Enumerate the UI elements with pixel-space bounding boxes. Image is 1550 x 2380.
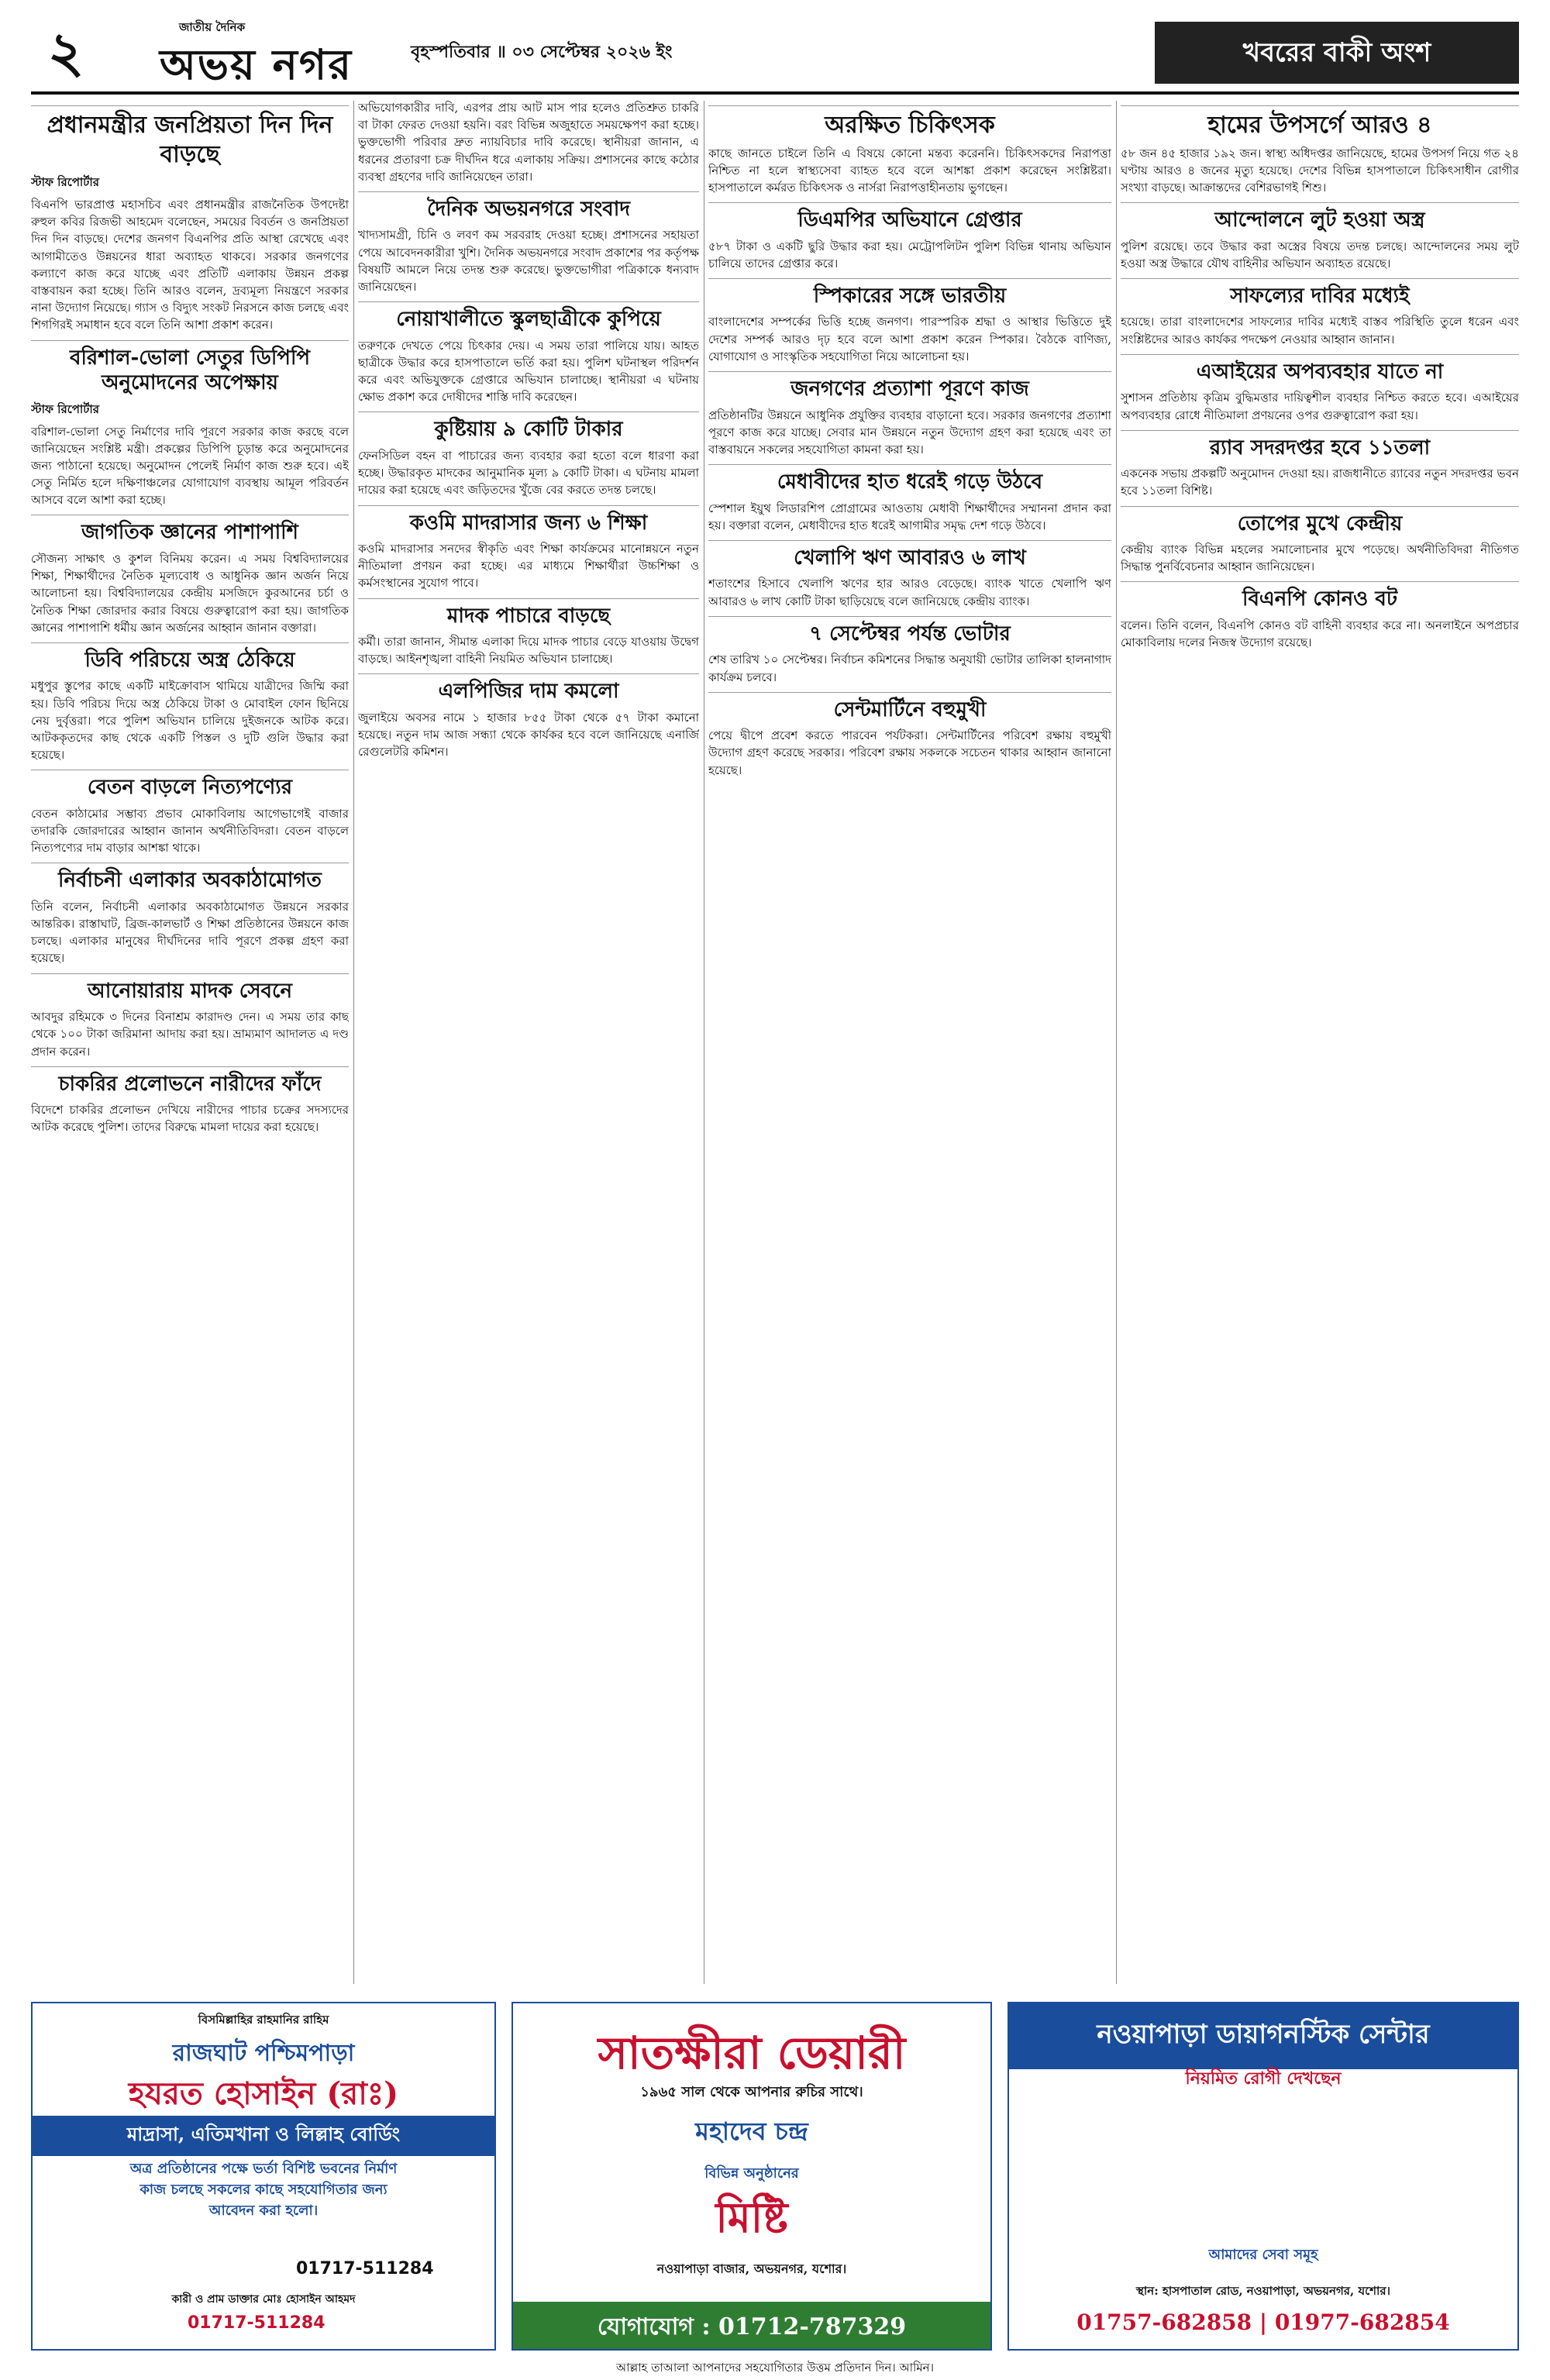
column-3 (708, 99, 1111, 1990)
column-1 (31, 99, 349, 1990)
logo-name: অভয় নগর (160, 40, 353, 89)
article-body: অভিযোগকারীর দাবি, এরপর প্রায় আট মাস পার হলেও প্রতিশ্রুত চাকরি বা টাকা ফেরত দেওয়া হয়নি। বরং বিভিন্ন অজুহাতে সময়ক্ষেপণ করা হচ্ছে। ভুক্তভোগী পরিবার দ্রুত ন্যায়বিচার দাবি করেছে। স্থানীয়রা জানান, এ ধরনের প্রতারণা চক্র দীর্ঘদিন ধরে এলাকায় সক্রিয়। প্রশাসনের কাছে কঠোর ব্যবস্থা গ্রহণের দাবি জানিয়েছেন তারা। (358, 101, 699, 184)
article-body: সৌজন্য সাক্ষাৎ ও কুশল বিনিময় করেন। এ সময় বিশ্ববিদ্যালয়ের শিক্ষা, শিক্ষার্থীদের নৈতিক মূল্যবোধ ও আধুনিক জ্ঞান অর্জন নিয়ে আলোচনা হয়। বিশ্ববিদ্যালয়ের কেন্দ্রীয় মসজিদে কুরআনের চর্চা ও নৈতিক শিক্ষা জোরদার করার বিষয়ে গুরুত্বারোপ করা হয়। জাগতিক জ্ঞানের পাশাপাশি ধর্মীয় জ্ঞান অর্জনের আহ্বান জানান বক্তারা। (31, 551, 349, 635)
headline: আন্দোলনে লুট হওয়া অস্ত্র (1121, 202, 1519, 233)
article-body: বাংলাদেশের সম্পর্কের ভিত্তি হচ্ছে জনগণ। পারস্পরিক শ্রদ্ধা ও আস্থার ভিত্তিতে দুই দেশের সম্পর্ক আরও দৃঢ় হবে বলে আশা প্রকাশ করেন স্পিকার। বৈঠকে বাণিজ্য, যোগাযোগ ও সাংস্কৃতিক সহযোগিতা নিয়ে আলোচনা হয়। (708, 315, 1111, 363)
ad-diagnostic-tag: নিয়মিত রোগী দেখছেন (1185, 2068, 1342, 2089)
ad-dairy-est: ১৯৬৫ সাল থেকে আপনার রুচির সাথে। (640, 2084, 863, 2100)
logo (105, 19, 384, 89)
article-body: খাদ্যসামগ্রী, চিনি ও লবণ কম সরবরাহ দেওয়া হচ্ছে। প্রশাসনের সহায়তা পেয়ে আবেদনকারীরা খুশি। দৈনিক অভয়নগরে সংবাদ প্রকাশের পর কর্তৃপক্ষ বিষয়টি আমলে নিয়ে তদন্ত শুরু করেছে। ভুক্তভোগীরা পত্রিকাকে ধন্যবাদ জানিয়েছেন। (358, 228, 699, 294)
headline: হামের উপসর্গে আরও ৪ (1121, 105, 1519, 140)
ad-dairy-name: সাতক্ষীরা ডেয়ারী (598, 2027, 906, 2079)
column-divider (1116, 101, 1117, 1984)
ad-madrasa-place: রাজঘাট পশ্চিমপাড়া (172, 2040, 355, 2067)
ad-madrasa-phone2: 01717-511284 (188, 2313, 326, 2333)
ad-diagnostic (1008, 2002, 1519, 2351)
ad-diagnostic-phone: 01757-682858 | 01977-682854 (1076, 2309, 1450, 2335)
headline: দৈনিক অভয়নগরে সংবাদ (358, 191, 699, 222)
headline: প্রধানমন্ত্রীর জনপ্রিয়তা দিন দিন বাড়ছে (31, 105, 349, 169)
ad-madrasa-contact: কারী ও প্রাম ডাক্তার মোঃ হোসাইন আহমদ (171, 2293, 356, 2306)
article-body: কওমি মাদরাসার সনদের স্বীকৃতি এবং শিক্ষা কার্যক্রমের মানোন্নয়নে নতুন নীতিমালা প্রণয়ন করা হচ্ছে। এর মাধ্যমে শিক্ষার্থীরা উচ্চশিক্ষা ও কর্মসংস্থানের সুযোগ পাবে। (358, 542, 699, 591)
masthead-rule (31, 91, 1519, 95)
ad-madrasa-sub: মাদ্রাসা, এতিমখানা ও লিল্লাহ বোর্ডিং (33, 2116, 494, 2156)
headline: বেতন বাড়লে নিত্যপণ্যের (31, 770, 349, 801)
byline: স্টাফ রিপোর্টার (31, 175, 100, 189)
headline: বিএনপি কোনও বট (1121, 581, 1519, 612)
headline: বরিশাল-ভোলা সেতুর ডিপিপি অনুমোদনের অপেক্ষায় (31, 340, 349, 396)
article-body: সুশাসন প্রতিষ্ঠায় কৃত্রিম বুদ্ধিমত্তার দায়িত্বশীল ব্যবহার নিশ্চিত করতে হবে। এআইয়ের অপব্যবহার রোধে নীতিমালা প্রণয়নের ওপর গুরুত্বারোপ করা হয়। (1121, 391, 1519, 422)
article-body: পুলিশ রয়েছে। তবে উদ্ধার করা অস্ত্রের বিষয়ে তদন্ত চলছে। আন্দোলনের সময় লুট হওয়া অস্ত্র উদ্ধারে যৌথ বাহিনীর অভিযান অব্যাহত রয়েছে। (1121, 239, 1519, 270)
ad-dairy (512, 2002, 992, 2351)
column-4 (1121, 99, 1519, 1990)
page-number: ২ (47, 19, 84, 84)
headline: সেন্টমার্টিনে বহুমুখী (708, 692, 1111, 723)
headline: মেধাবীদের হাত ধরেই গড়ে উঠবে (708, 464, 1111, 495)
headline: জাগতিক জ্ঞানের পাশাপাশি (31, 515, 349, 546)
headline: নোয়াখালীতে স্কুলছাত্রীকে কুপিয়ে (358, 301, 699, 332)
headline: জনগণের প্রত্যাশা পূরণে কাজ (708, 371, 1111, 402)
section-banner: খবরের বাকী অংশ (1155, 22, 1519, 84)
article-body: আবদুর রহিমকে ৩ দিনের বিনাশ্রম কারাদণ্ড দেন। এ সময় তার কাছ থেকে ১০০ টাকা জরিমানা আদায় করা হয়। ভ্রাম্যমাণ আদালত এ দণ্ড প্রদান করেন। (31, 1010, 349, 1059)
article-body: কর্মী। তারা জানান, সীমান্ত এলাকা দিয়ে মাদক পাচার বেড়ে যাওয়ায় উদ্বেগ বাড়ছে। আইনশৃঙ্খলা বাহিনী নিয়মিত অভিযান চালাচ্ছে। (358, 635, 699, 666)
ad-madrasa (31, 2002, 496, 2351)
headline: কওমি মাদরাসার জন্য ৬ শিক্ষা (358, 505, 699, 536)
article-body: তরুণকে দেখতে পেয়ে চিৎকার দেয়। এ সময় তারা পালিয়ে যায়। আহত ছাত্রীকে উদ্ধার করে হাসপাতালে ভর্তি করা হয়। পুলিশ ঘটনাস্থল পরিদর্শন করে এবং অভিযুক্তকে গ্রেপ্তারে অভিযান চালাচ্ছে। স্থানীয়রা এ ঘটনায় ক্ষোভ প্রকাশ করে দোষীদের শাস্তি দাবি করেছেন। (358, 338, 699, 405)
headline: তোপের মুখে কেন্দ্রীয় (1121, 506, 1519, 537)
headline: অরক্ষিত চিকিৎসক (708, 105, 1111, 140)
ad-diagnostic-name: নওয়াপাড়া ডায়াগনস্টিক সেন্টার (1009, 2003, 1517, 2069)
article-body: একনেক সভায় প্রকল্পটি অনুমোদন দেওয়া হয়। রাজধানীতে র‌্যাবের নতুন সদরদপ্তর ভবন হবে ১১তলা বিশিষ্ট। (1121, 467, 1519, 498)
headline: খেলাপি ঋণ আবারও ৬ লাখ (708, 540, 1111, 571)
logo-tagline: জাতীয় দৈনিক (179, 20, 246, 34)
headline: র‌্যাব সদরদপ্তর হবে ১১তলা (1121, 430, 1519, 461)
byline: স্টাফ রিপোর্টার (31, 401, 100, 416)
dateline: বৃহস্পতিবার ॥ ০৩ সেপ্টেম্বর ২০২৬ ইং (411, 42, 673, 62)
article-body: ৫৮৭ টাকা ও একটি ছুরি উদ্ধার করা হয়। মেট্রোপলিটন পুলিশ বিভিন্ন থানায় অভিযান চালিয়ে তাদের গ্রেপ্তার করে। (708, 239, 1111, 270)
ad-dairy-phone: 01712-787329 (718, 2313, 907, 2340)
headline: চাকরির প্রলোভনে নারীদের ফাঁদে (31, 1066, 349, 1097)
article-body: বেতন কাঠামোর সম্ভাব্য প্রভাব মোকাবিলায় আগেভাগেই বাজার তদারকি জোরদারের আহ্বান জানান অর্থনীতিবিদরা। বেতন বাড়লে নিত্যপণ্যের দাম বাড়ার আশঙ্কা থাকে। (31, 806, 349, 856)
ad-madrasa-phone: 01717-511284 (296, 2259, 434, 2278)
article-body: শেষ তারিখ ১০ সেপ্টেম্বর। নির্বাচন কমিশনের সিদ্ধান্ত অনুযায়ী ভোটার তালিকা হালনাগাদ কার্যক্রম চলবে। (708, 653, 1111, 684)
headline: কুষ্টিয়ায় ৯ কোটি টাকার (358, 412, 699, 443)
article-body: তিনি বলেন, নির্বাচনী এলাকার অবকাঠামোগত উন্নয়নে সরকার আন্তরিক। রাস্তাঘাট, ব্রিজ-কালভার্ট ও শিক্ষা প্রতিষ্ঠানের উন্নয়নে কাজ চলছে। এলাকার মানুষের দীর্ঘদিনের দাবি পূরণে প্রকল্প গ্রহণ করা হয়েছে। (31, 899, 349, 966)
article-body: কাছে জানতে চাইলে তিনি এ বিষয়ে কোনো মন্তব্য করেননি। চিকিৎসকদের নিরাপত্তা নিশ্চিত না হলে স্বাস্থ্যসেবা ব্যাহত হবে বলে আশঙ্কা প্রকাশ করেছেন সংশ্লিষ্টরা। হাসপাতালে কর্মরত চিকিৎসক ও নার্সরা নিরাপত্তাহীনতায় ভুগছেন। (708, 146, 1111, 195)
ad-diagnostic-services: আমাদের সেবা সমূহ (1208, 2247, 1318, 2263)
headline: ৭ সেপ্টেম্বর পর্যন্ত ভোটার (708, 616, 1111, 647)
headline: এআইয়ের অপব্যবহার যাতে না (1121, 354, 1519, 385)
headline: সাফল্যের দাবির মধ্যেই (1121, 278, 1519, 309)
article-body: বিএনপি ভারপ্রাপ্ত মহাসচিব এবং প্রধানমন্ত্রীর রাজনৈতিক উপদেষ্টা রুহুল কবির রিজভী আহমেদ বলেছেন, সময়ের বিবর্তন ও জনপ্রিয়তা দিন দিন বাড়ছে। দেশের জনগণ বিএনপির প্রতি আস্থা রেখেছে এবং আগামীতেও উন্নয়নের ধারা অব্যাহত থাকবে। সরকার জনগণের কল্যাণে কাজ করে যাচ্ছে এবং প্রতিটি এলাকায় উন্নয়ন প্রকল্প বাস্তবায়ন করা হচ্ছে। তিনি আরও বলেন, দ্রব্যমূল্য নিয়ন্ত্রণে সরকার নানা উদ্যোগ নিয়েছে। গ্যাস ও বিদ্যুৎ সংকট নিরসনে কাজ চলছে এবং শিগগিরই সমাধান হবে বলে তিনি আশা প্রকাশ করেন। (31, 198, 349, 332)
ad-dairy-phone-label: যোগাযোগ : (597, 2313, 711, 2340)
column-divider (353, 101, 354, 1984)
headline: আনোয়ারায় মাদক সেবনে (31, 973, 349, 1004)
column-2 (358, 99, 699, 1990)
ad-dairy-order: বিভিন্ন অনুষ্ঠানের (704, 2165, 799, 2182)
headline: স্পিকারের সঙ্গে ভারতীয় (708, 278, 1111, 309)
headline: নির্বাচনী এলাকার অবকাঠামোগত (31, 863, 349, 894)
headline: ডিবি পরিচয়ে অস্ত্র ঠেকিয়ে (31, 642, 349, 673)
ad-diagnostic-address: স্থান: হাসপাতাল রোড, নওয়াপাড়া, অভয়নগর, যশোর। (1135, 2284, 1391, 2298)
ad-dairy-phone-bar (513, 2302, 990, 2351)
article-body: প্রতিষ্ঠানটির উন্নয়নে আধুনিক প্রযুক্তির ব্যবহার বাড়ানো হবে। সরকার জনগণের প্রত্যাশা পূরণে কাজ করে যাচ্ছে। সেবার মান উন্নয়নে নতুন উদ্যোগ গ্রহণ করা হয়েছে এবং তা বাস্তবায়নে সকলের সহযোগিতা কামনা করা হয়। (708, 408, 1111, 456)
article-body: বরিশাল-ভোলা সেতু নির্মাণের দাবি পূরণে সরকার কাজ করছে বলে জানিয়েছেন সংশ্লিষ্ট মন্ত্রী। প্রকল্পের ডিপিপি চূড়ান্ত করে অনুমোদনের জন্য পাঠানো হয়েছে। অনুমোদন পেলেই নির্মাণ কাজ শুরু হবে। এই সেতু নির্মিত হলে দক্ষিণাঞ্চলের যোগাযোগ ব্যবস্থায় আমূল পরিবর্তন আসবে বলে আশা করা হচ্ছে। (31, 424, 349, 508)
headline: এলপিজির দাম কমলো (358, 673, 699, 704)
article-body: জুলাইয়ে অবসর নামে ১ হাজার ৮৫৫ টাকা থেকে ৫৭ টাকা কমানো হয়েছে। নতুন দাম আজ সন্ধ্যা থেকে কার্যকর হবে বলে জানিয়েছে এনার্জি রেগুলেটরি কমিশন। (358, 710, 699, 759)
article-body: ফেনসিডিল বহন বা পাচারের জন্য ব্যবহার করা হতো বলে ধারণা করা হচ্ছে। উদ্ধারকৃত মাদকের আনুমানিক মূল্য ৯ কোটি টাকা। এ ঘটনায় মামলা দায়ের করা হয়েছে এবং জড়িতদের খুঁজে বের করতে তদন্ত চলছে। (358, 448, 699, 498)
article-body: পেয়ে দ্বীপে প্রবেশ করতে পারবেন পর্যটকরা। সেন্টমার্টিনের পরিবেশ রক্ষায় বহুমুখী উদ্যোগ গ্রহণ করেছে সরকার। পরিবেশ রক্ষায় সকলকে সচেতন থাকার আহ্বান জানানো হয়েছে। (708, 728, 1111, 777)
article-body: হয়েছে। তারা বাংলাদেশের সাফল্যের দাবির মধ্যেই বাস্তব পরিস্থিতি তুলে ধরেন এবং সংশ্লিষ্টদের আরও কার্যকর পদক্ষেপ নেওয়ার আহ্বান জানান। (1121, 315, 1519, 346)
article-body: স্পেশাল ইয়ুথ লিডারশিপ প্রোগ্রামের আওতায় মেধাবী শিক্ষার্থীদের সম্মাননা প্রদান করা হয়। বক্তারা বলেন, মেধাবীদের হাত ধরেই আগামীর সমৃদ্ধ দেশ গড়ে উঠবে। (708, 501, 1111, 532)
article-body: বিদেশে চাকরির প্রলোভন দেখিয়ে নারীদের পাচার চক্রের সদস্যদের আটক করেছে পুলিশ। তাদের বিরুদ্ধে মামলা দায়ের করা হয়েছে। (31, 1103, 349, 1135)
ad-madrasa-bismillah: বিসমিল্লাহির রাহমানির রাহিম (198, 2013, 329, 2027)
headline: মাদক পাচারে বাড়ছে (358, 598, 699, 629)
ad-madrasa-name: হযরত হোসাইন (রাঃ) (128, 2075, 399, 2112)
masthead (31, 17, 1519, 88)
ad-dairy-sweet: মিষ্টি (715, 2192, 788, 2242)
article-body: বলেন। তিনি বলেন, বিএনপি কোনও বট বাহিনী ব্যবহার করে না। অনলাইনে অপপ্রচার মোকাবিলায় দলের নিজস্ব উদ্যোগ রয়েছে। (1121, 618, 1519, 650)
headline: ডিএমপির অভিযানে গ্রেপ্তার (708, 202, 1111, 233)
ad-madrasa-note: অত্র প্রতিষ্ঠানের পক্ষে ভর্তা বিশিষ্ট ভবনের নির্মাণ কাজ চলছে সকলের কাছে সহযোগিতার জন্য আবেদন করা হলো। (129, 2161, 398, 2219)
article-body: মধুপুর স্তুপের কাছে একটি মাইক্রোবাস থামিয়ে যাত্রীদের জিম্মি করা হয়। ডিবি পরিচয় দিয়ে অস্ত্র ঠেকিয়ে টাকা ও মোবাইল ফোন ছিনিয়ে নেয় দুর্বৃত্তরা। পরে পুলিশ অভিযান চালিয়ে দুইজনকে আটক করে। আটককৃতদের কাছ থেকে একটি পিস্তল ও দুটি গুলি উদ্ধার করা হয়েছে। (31, 679, 349, 763)
ad-dairy-owner: মহাদেব চন্দ্র (695, 2117, 808, 2146)
article-body: কেন্দ্রীয় ব্যাংক বিভিন্ন মহলের সমালোচনার মুখে পড়েছে। অর্থনীতিবিদরা নীতিগত সিদ্ধান্ত পুনর্বিবেচনার আহ্বান জানিয়েছেন। (1121, 542, 1519, 574)
article-body: শতাংশের হিসাবে খেলাপি ঋণের হার আরও বেড়েছে। ব্যাংক খাতে খেলাপি ঋণ আবারও ৬ লাখ কোটি টাকা ছাড়িয়েছে বলে জানিয়েছে কেন্দ্রীয় ব্যাংক। (708, 577, 1111, 608)
article-body: ৫৮ জন ৪৫ হাজার ১৯২ জন। স্বাস্থ্য অধিদপ্তর জানিয়েছে, হামের উপসর্গ নিয়ে গত ২৪ ঘণ্টায় আরও ৪ জনের মৃত্যু হয়েছে। দেশের বিভিন্ন হাসপাতালে চিকিৎসাধীন রোগীর সংখ্যা বাড়ছে। আক্রান্তদের বেশিরভাগই শিশু। (1121, 146, 1519, 195)
ad-dairy-address: নওয়াপাড়া বাজার, অভয়নগর, যশোর। (656, 2261, 847, 2276)
ad-strip (31, 2002, 1519, 2351)
footer-note: আল্লাহ তাআলা আপনাদের সহযোগিতার উত্তম প্রতিদান দিন। আমিন। (616, 2361, 934, 2375)
